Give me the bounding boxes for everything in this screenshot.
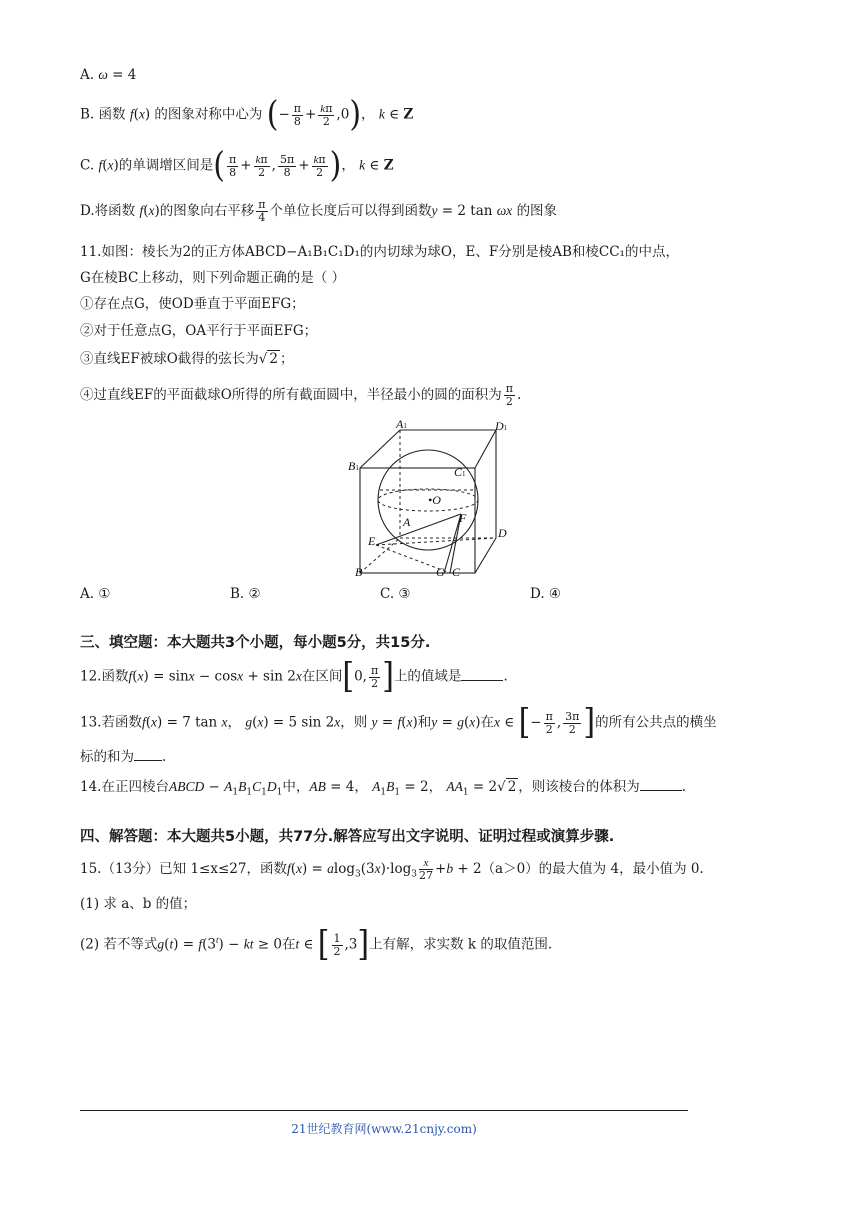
svg-text:B1: B1	[348, 459, 359, 473]
q10-option-b: B. 函数 f(x) 的图象对称中心为 (− $\frac{\pi}{8}$ + $\frac{k\pi}{2}$ ,0)， k ∈ Z	[80, 94, 414, 135]
q12: 12.函数f(x) = sinx − cosx + sin 2x在区间[0, $\frac{\pi}{2}$ ]上的值域是 .	[80, 656, 508, 697]
q11-option-a[interactable]: A. ①	[80, 586, 111, 602]
q11-statement-3: ③直线EF被球O截得的弦长为√ 2 ；	[80, 351, 294, 367]
q11-options	[80, 583, 680, 605]
q11-option-d[interactable]: D. ④	[530, 586, 562, 602]
q11-option-b[interactable]: B. ②	[230, 586, 261, 602]
cube-figure	[340, 418, 520, 580]
svg-text:F: F	[459, 511, 467, 525]
q13-line1: 13.若函数f(x) = 7 tan x， g(x) = 5 sin 2x，则 y = f(x)和y = g(x)在x ∈ [− $\frac{\pi}{2}$ , $\frac{3\pi}{2}$ ]的所有公共点的横坐	[80, 702, 717, 743]
svg-text:C: C	[452, 565, 461, 579]
svg-text:D1: D1	[495, 419, 508, 433]
q13-line2: 标的和为 .	[80, 746, 770, 768]
section4-heading: 四、解答题：本大题共5小题，共77分.解答应写出文字说明、证明过程或演算步骤.	[80, 829, 615, 845]
footer-text: 21世纪教育网(www.21cnjy.com)	[291, 1122, 477, 1136]
q11-line1: 11.如图：棱长为2的正方体ABCD−A₁B₁C₁D₁的内切球为球O，E、F分别是棱AB和棱CC₁的中点，	[80, 244, 679, 260]
svg-text:G: G	[436, 565, 445, 579]
cube-front-face	[360, 468, 475, 573]
q12-answer-blank[interactable]	[461, 666, 503, 681]
q11-option-c[interactable]: C. ③	[380, 586, 411, 602]
q14: 14.在正四棱台ABCD − $A_1B_1C_1D_1$中，AB = 4， $A_1B_1 = 2$， $AA_1 = 2√$ 2 ，则该棱台的体积为 .	[80, 776, 770, 804]
svg-text:A1: A1	[396, 418, 407, 431]
svg-text:C1: C1	[454, 465, 466, 479]
q15-part1: (1) 求 a、b 的值；	[80, 896, 197, 912]
q10-option-c: C. f(x)的单调增区间是( $\frac{\pi}{8}$ + $\frac{k\pi}{2}$ , $\frac{5\pi}{8}$ + $\frac{k\pi}{2}$ )， k ∈ Z	[80, 145, 394, 186]
q13-answer-blank[interactable]	[134, 746, 162, 761]
q10-option-a: A. ω = 4	[80, 67, 137, 83]
svg-text:D: D	[498, 526, 507, 540]
q11-statement-1: ①存在点G，使OD垂直于平面EFG；	[80, 296, 305, 312]
q11-statement-4: ④过直线EF的平面截球O所得的所有截面圆中，半径最小的圆的面积为 $\frac{\pi}{2}$ .	[80, 382, 522, 408]
footer-rule	[80, 1110, 688, 1111]
svg-text:A: A	[403, 515, 411, 529]
svg-text:B: B	[355, 565, 363, 579]
svg-text:•O: •O	[428, 493, 441, 507]
q11-statement-2: ②对于任意点G，OA平行于平面EFG；	[80, 323, 318, 339]
svg-text:E: E	[368, 534, 376, 548]
q15-line1: 15.（13分）已知 1≤x≤27，函数$f(x) = alog_3(3x)\cdot\log_3$ $\frac{x}{27}$ +b + 2（a＞0）的最大值为 4，最小值为 0.	[80, 857, 704, 882]
q15-part2: (2) 若不等式$g(t) = f(3^t)$ − kt ≥ 0在t ∈ [ $\frac{1}{2}$ ,3]上有解，求实数 k 的取值范围.	[80, 924, 553, 965]
section3-heading: 三、填空题：本大题共3个小题，每小题5分，共15分.	[80, 635, 431, 651]
q14-answer-blank[interactable]	[640, 776, 682, 791]
q11-line2: G在棱BC上移动，则下列命题正确的是（ ）	[80, 270, 346, 286]
omega-eq-4: ω	[98, 67, 108, 82]
q10-option-d: D.将函数 f(x)的图象向右平移 $\frac{\pi}{4}$ 个单位长度后可以得到函数y = 2 tan ωx 的图象	[80, 198, 558, 224]
